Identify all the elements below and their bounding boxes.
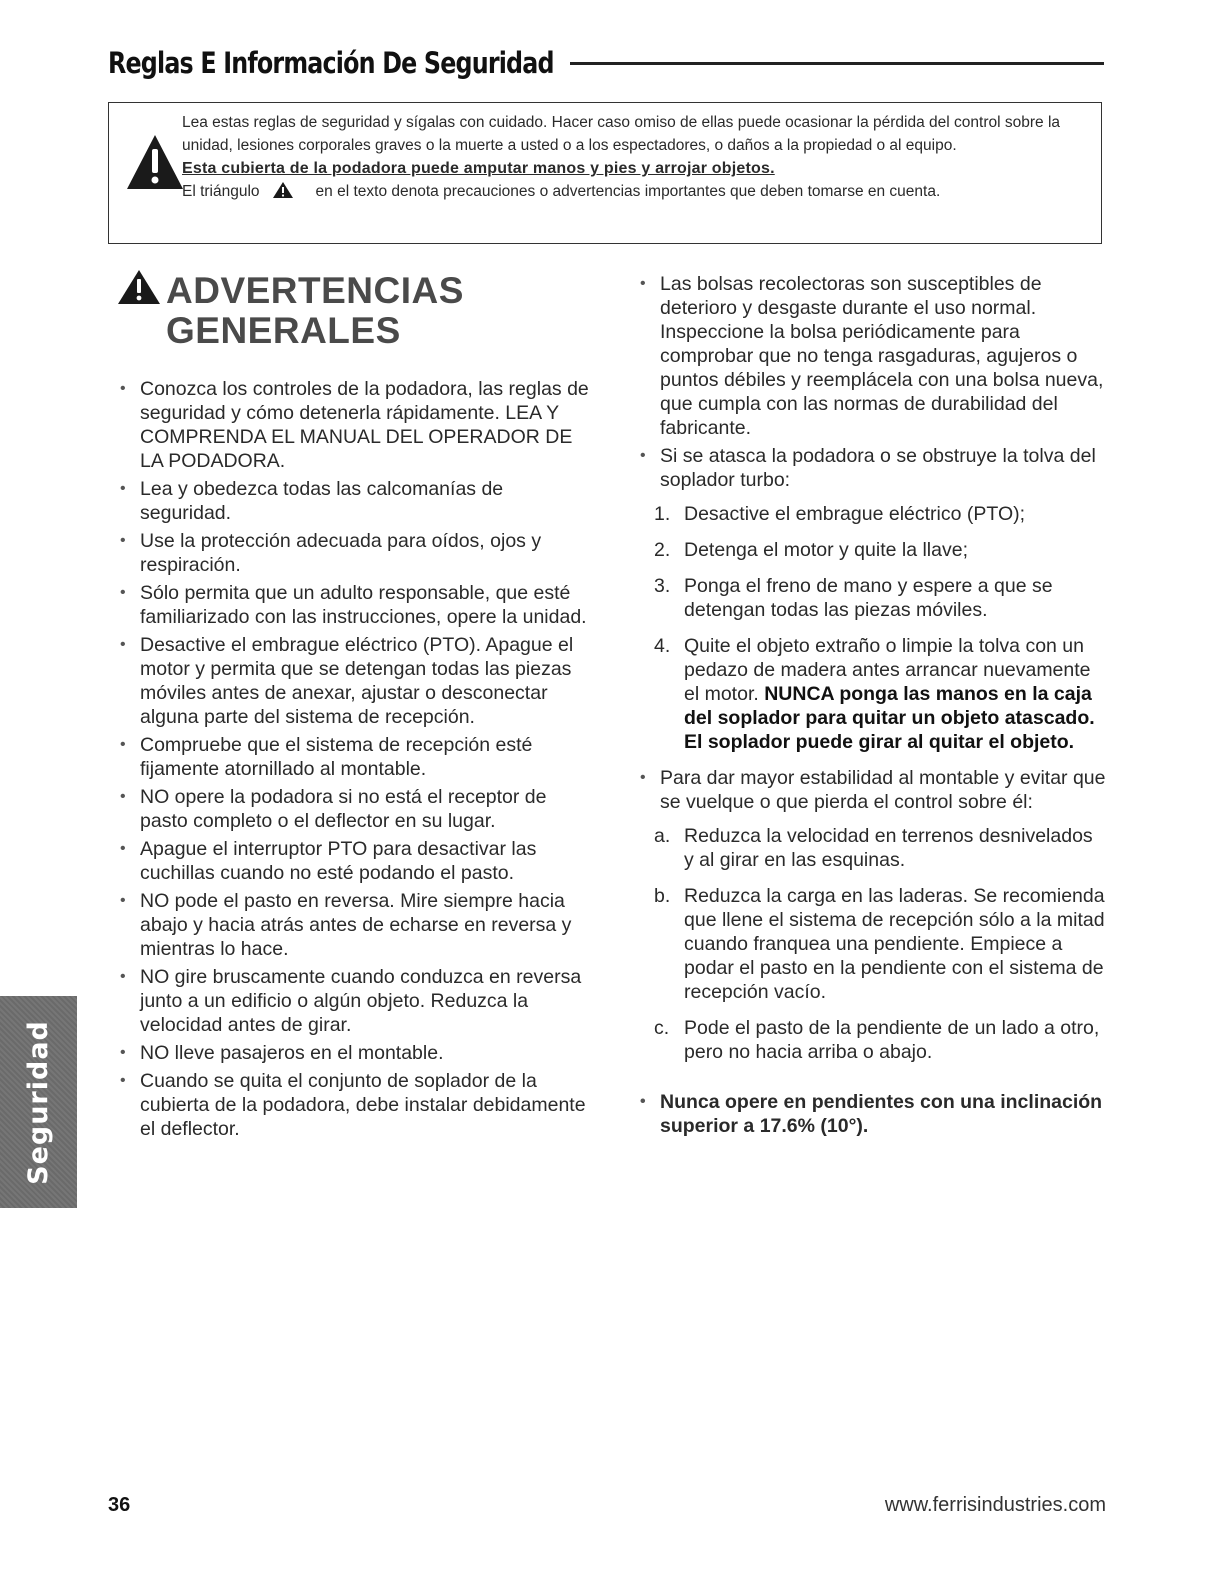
list-item: • Conozca los controles de la podadora, las reglas de seguridad y cómo detenerla rápidamente. LEA Y COMPRENDA EL MANUAL DEL OPERADOR DE LA PODADORA. [116, 377, 596, 473]
list-item: • Las bolsas recolectoras son susceptibles de deterioro y desgaste durante el uso normal. Inspeccione la bolsa periódicamente para comprobar que no tenga rasgaduras, agujeros o puntos débiles y reemplácela con una bolsa nueva, que cumpla con las normas de durabilidad del fabricante. [636, 272, 1106, 440]
title-rule [570, 62, 1104, 65]
page-title: Reglas E Información De Seguridad [108, 46, 554, 80]
list-item [636, 444, 1106, 492]
page-header [108, 38, 1104, 88]
slope-list [636, 1090, 1106, 1138]
list-item: • Nunca opere en pendientes con una inclinación superior a 17.6% (10°). [636, 1090, 1106, 1138]
list-item [636, 538, 1106, 562]
list-item: • Use la protección adecuada para oídos, ojos y respiración. [116, 529, 596, 577]
warning-triangle-icon [116, 268, 162, 306]
stability-sub-list [636, 824, 1106, 1064]
step-marker: 3. [654, 575, 671, 597]
triangle-note [182, 180, 1092, 203]
step-marker: 1. [654, 503, 671, 525]
stability-list [636, 766, 1106, 814]
list-item: • Desactive el embrague eléctrico (PTO). Apague el motor y permita que se detengan todas las piezas móviles antes de anexar, ajustar o desconectar alguna parte del sistema de recepción. [116, 633, 596, 729]
jam-steps-list [636, 502, 1106, 754]
list-item: • NO gire bruscamente cuando conduzca en reversa junto a un edificio o algún objeto. Reduzca la velocidad antes de girar. [116, 965, 596, 1037]
sub-marker: a. [654, 825, 671, 847]
step-marker: 4. [654, 635, 671, 657]
step-text: Quite el objeto extraño o limpie la tolva con un pedazo de madera antes arrancar nuevamente el motor. [684, 635, 1091, 705]
list-item [636, 574, 1106, 622]
page-number: 36 [108, 1494, 131, 1516]
warning-triangle-icon [272, 181, 294, 199]
sub-text: Pode el pasto de la pendiente de un lado a otro, pero no hacia arriba o abajo. [684, 1017, 1100, 1063]
list-item: • Para dar mayor estabilidad al montable y evitar que se vuelque o que pierda el control sobre él: [636, 766, 1106, 814]
list-item: • NO opere la podadora si no está el receptor de pasto completo o el deflector en su lugar. [116, 785, 596, 833]
right-column [636, 272, 1106, 1142]
list-item: • Cuando se quita el conjunto de soplador de la cubierta de la podadora, debe instalar debidamente el deflector. [116, 1069, 596, 1141]
list-item: • NO pode el pasto en reversa. Mire siempre hacia abajo y hacia atrás antes de echarse en reversa y mientras lo hace. [116, 889, 596, 961]
list-item: • Sólo permita que un adulto responsable, que esté familiarizado con las instrucciones, opere la unidad. [116, 581, 596, 629]
list-item [636, 1016, 1106, 1064]
jam-intro: Si se atasca la podadora o se obstruye la tolva del soplador turbo: [660, 445, 1096, 491]
sub-text: Reduzca la velocidad en terrenos desnivelados y al girar en las esquinas. [684, 825, 1093, 871]
safety-notice-text [182, 111, 1092, 203]
sub-marker: c. [654, 1017, 670, 1039]
side-tab [0, 996, 77, 1208]
triangle-note-prefix: El triángulo [182, 183, 260, 200]
list-item [636, 634, 1106, 754]
step-text: Desactive el embrague eléctrico (PTO); [684, 503, 1026, 525]
step-marker: 2. [654, 539, 671, 561]
side-tab-label: Seguridad [23, 1019, 55, 1185]
section-heading [116, 268, 596, 351]
list-item: • NO lleve pasajeros en el montable. [116, 1041, 596, 1065]
step-text: Ponga el freno de mano y espere a que se detengan todas las piezas móviles. [684, 575, 1053, 621]
amputation-warning: Esta cubierta de la podadora puede amputar manos y pies y arrojar objetos. [182, 160, 775, 177]
heading-line2: GENERALES [166, 310, 401, 351]
step-text: Detenga el motor y quite la llave; [684, 539, 968, 561]
list-item [636, 502, 1106, 526]
list-item: • Apague el interruptor PTO para desactivar las cuchillas cuando no esté podando el pasto. [116, 837, 596, 885]
general-warnings-list [116, 377, 596, 1141]
triangle-note-suffix: en el texto denota precauciones o advertencias importantes que deben tomarse en cuenta. [315, 183, 941, 200]
list-item: • Lea y obedezca todas las calcomanías de seguridad. [116, 477, 596, 525]
website-url: www.ferrisindustries.com [884, 1494, 1106, 1516]
warning-triangle-icon [125, 133, 185, 191]
safety-notice-box [108, 102, 1102, 244]
safety-paragraph: Lea estas reglas de seguridad y sígalas con cuidado. Hacer caso omiso de ellas puede ocasionar la pérdida del control sobre la unidad, lesiones corporales graves o la muerte a usted o a los espectadores, o daños a la propiedad o al equipo. [182, 114, 1061, 154]
heading-line1: ADVERTENCIAS [166, 270, 464, 311]
sub-marker: b. [654, 885, 671, 907]
list-item [636, 824, 1106, 872]
list-item: • Compruebe que el sistema de recepción esté fijamente atornillado al montable. [116, 733, 596, 781]
right-warnings-list [636, 272, 1106, 492]
list-item [636, 884, 1106, 1004]
step-bold-warning: NUNCA ponga las manos en la caja del soplador para quitar un objeto atascado. El soplador puede girar al quitar el objeto. [684, 683, 1095, 753]
left-column [116, 268, 596, 1145]
sub-text: Reduzca la carga en las laderas. Se recomienda que llene el sistema de recepción sólo a la mitad cuando franquea una pendiente. Empiece a podar el pasto en la pendiente con el sistema de recepción vacío. [684, 885, 1105, 1003]
